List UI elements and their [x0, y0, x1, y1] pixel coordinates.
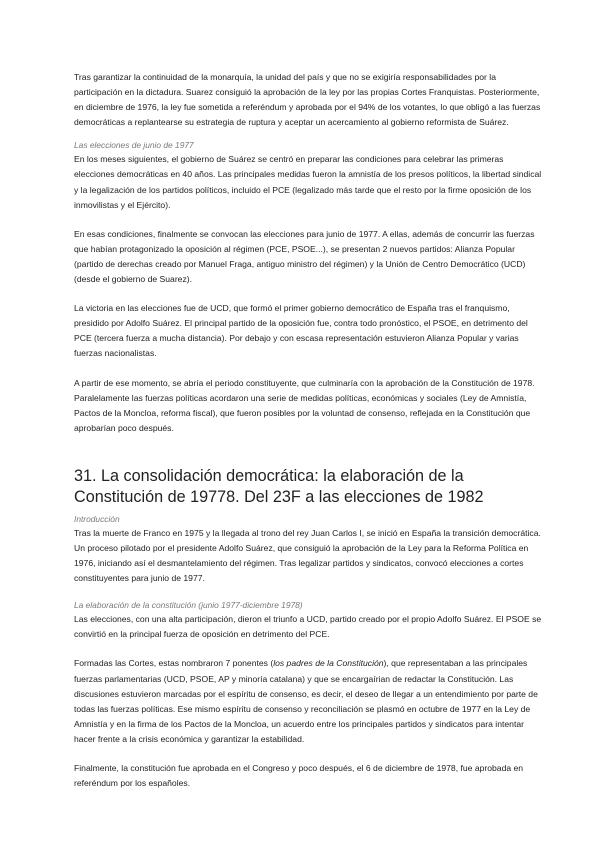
ponentes-italic-phrase: los padres de la Constitución: [273, 658, 384, 669]
section-heading-31: 31. La consolidación democrática: la elaboración de la Constitución de 19778. Del 23F a las elecciones de 1982: [74, 466, 484, 506]
paragraph-ponentes: [74, 656, 542, 747]
paragraph-constituent-period: A partir de ese momento, se abría el periodo constituyente, que culminaría con la aprobación de la Constitución de 1978. Paralelamente las fuerzas políticas acordaron una serie de medidas políticas, económicas y sociales (Ley de Amnistía, Pactos de la Moncloa, reforma fiscal), que fueron posibles por la voluntad de consenso, reflejada en la Constitución que aprobarían poco después.: [74, 377, 535, 433]
paragraph-convocation: En esas condiciones, finalmente se convocan las elecciones para junio de 1977. A ellas, además de concurrir las fuerzas que habían protagonizado la oposición al régimen (PCE, PSOE...), se presentan 2 nuevos partidos: Alianza Popular (partido de derechas creado por Manuel Fraga, antiguo ministro del régimen) y la Unión de Centro Democrático (UCD) (desde el gobierno de Suarez).: [74, 228, 535, 285]
ponentes-text-end: ), que representaban a las principales fuerzas parlamentarias (UCD, PSOE, AP y minoría catalana) y que se encargaírian de redactar la Constitución. Las discusiones estuvieron marcadas por el espíritu de consenso, es decir, el deseo de llegar a un entendimiento por parte de todas las fuerzas políticas. Ese mismo espíritu de consenso y reconciliación se plasmó en octubre de 1977 en la Ley de Amnistía y en la firma de los Pactos de la Moncloa, un acuerdo entre los principales partidos y sindicatos para intentar hacer frente a la crisis económica y garantizar la estabilidad.: [74, 658, 538, 744]
subheading-constitution-drafting: La elaboración de la constitución (junio 1977-diciembre 1978): [74, 600, 303, 611]
subheading-introduction: Introducción: [74, 513, 120, 524]
paragraph-election-results: Las elecciones, con una alta participación, dieron el triunfo a UCD, partido creado por el propio Adolfo Suárez. El PSOE se convirtió en la principal fuerza de oposición en detrimento del PCE.: [74, 614, 542, 640]
paragraph-introduction: Tras la muerte de Franco en 1975 y la llegada al trono del rey Juan Carlos I, se inició en España la transición democrática. Un proceso pilotado por el presidente Adolfo Suárez, que consiguió la aprobación de la Ley para la Reforma Política en 1976, iniciando así el desmantelamiento del régimen. Tras legalizar partidos y sindicatos, convocó elecciones a cortes constituyentes para junio de 1977.: [74, 527, 541, 584]
paragraph-final-approval: Finalmente, la constitución fue aprobada en el Congreso y poco después, el 6 de diciembre de 1978, fue aprobada en referéndum por los españoles.: [74, 763, 524, 789]
paragraph-ucd-victory: La victoria en las elecciones fue de UCD, que formó el primer gobierno democrático de España tras el franquismo, presidido por Adolfo Suárez. El principal partido de la oposición fue, contra todo pronóstico, el PSOE, en detrimento del PCE (tercera fuerza a mucha distancia). Por debajo y con escasa representación estuvieron Alianza Popular y varias fuerzas nacionalistas.: [74, 303, 528, 359]
subheading-elections-1977: Las elecciones de junio de 1977: [74, 140, 194, 151]
paragraph-monarchy: Tras garantizar la continuidad de la monarquía, la unidad del país y que no se exigiría responsabilidades por la participación en la dictadura. Suarez consiguió la aprobación de la ley por las propias Cortes Franquistas. Posteriormente, en diciembre de 1976, la ley fue sometida a referéndum y aprobada por el 94% de los votantes, lo que obligó a las fuerzas democráticas a replantearse su estrategia de ruptura y aceptar un acercamiento al gobierno reformista de Suárez.: [74, 72, 541, 128]
paragraph-preparations: En los meses siguientes, el gobierno de Suárez se centró en preparar las condiciones para celebrar las primeras elecciones democráticas en 40 años. Las principales medidas fueron la amnistía de los presos políticos, la libertad sindical y la legalización de los partidos políticos, incluido el PCE (legalizado más tarde que el resto por la firme oposición de los inmovilistas y el Ejército).: [74, 154, 542, 210]
ponentes-text-start: Formadas las Cortes, estas nombraron 7 ponentes (: [74, 658, 274, 669]
